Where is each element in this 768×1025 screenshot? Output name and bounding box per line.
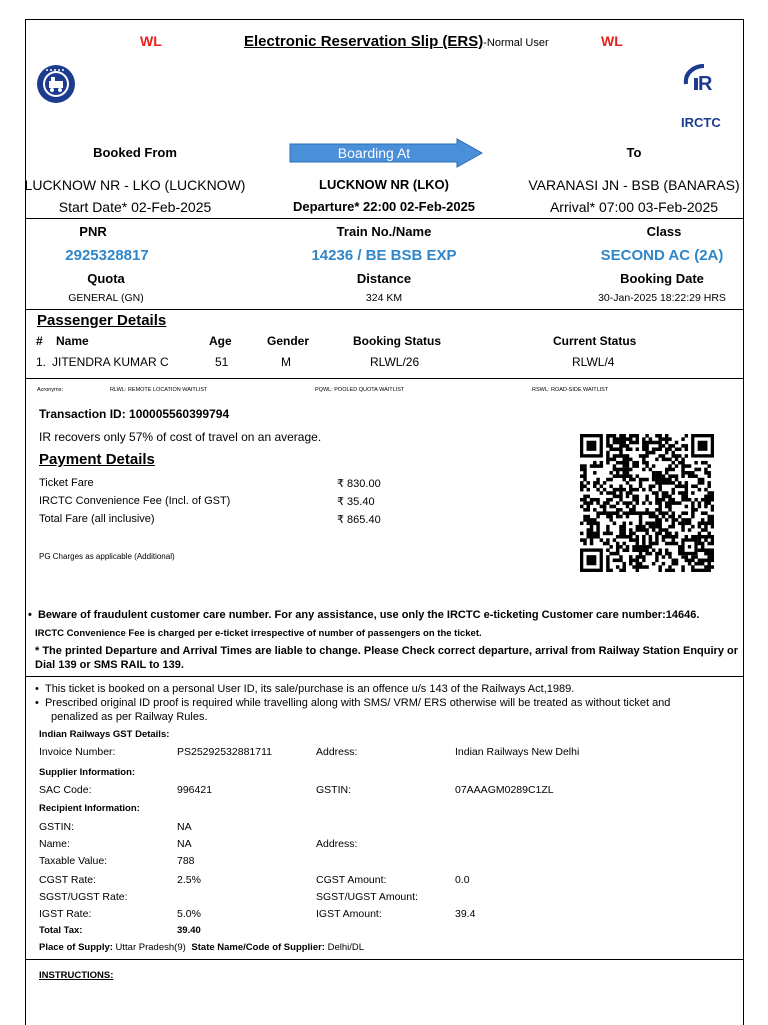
convenience-fee-notice: IRCTC Convenience Fee is charged per e-ticket irrespective of number of passengers on the ticket.	[35, 628, 482, 639]
cgst-rate-label: CGST Rate:	[39, 874, 96, 886]
cgst-amount-label: CGST Amount:	[316, 874, 387, 886]
class-value: SECOND AC (2A)	[600, 247, 724, 264]
train-label: Train No./Name	[336, 224, 432, 239]
gst-title: Indian Railways GST Details:	[39, 729, 170, 740]
fraud-warning-text: Beware of fraudulent customer care number. For any assistance, use only the IRCTC e-ticketing Customer care number:14646.	[37, 609, 700, 621]
passenger-col-age: Age	[209, 334, 232, 348]
igst-amount-value: 39.4	[455, 908, 476, 920]
arrival-time: Arrival* 07:00 03-Feb-2025	[549, 199, 719, 215]
booking-date-value: 30-Jan-2025 18:22:29 HRS	[598, 292, 726, 304]
total-fare-amount: ₹ 865.40	[337, 514, 381, 526]
divider	[25, 218, 743, 219]
recipient-name-value: NA	[177, 838, 192, 850]
cgst-rate-value: 2.5%	[177, 874, 201, 886]
pg-charges-note: PG Charges as applicable (Additional)	[39, 552, 175, 561]
divider	[25, 309, 743, 310]
rule-text: Prescribed original ID proof is required while travelling along with SMS/ VRM/ ERS otherwise will be treated as without ticket and	[44, 697, 671, 709]
divider	[25, 959, 743, 960]
address-label: Address:	[316, 746, 358, 758]
recipient-info-label: Recipient Information:	[39, 803, 140, 814]
place-of-supply-label: Place of Supply:	[39, 942, 113, 953]
convenience-fee-amount: ₹ 35.40	[337, 496, 375, 508]
from-station: LUCKNOW NR - LKO (LUCKNOW)	[24, 177, 246, 193]
address-value: Indian Railways New Delhi	[455, 746, 580, 758]
ticket-fare-amount: ₹ 830.00	[337, 478, 381, 490]
passenger-section-title: Passenger Details	[37, 312, 167, 329]
recipient-address-label: Address:	[316, 838, 358, 850]
time-change-notice-line2: Dial 139 or SMS RAIL to 139.	[35, 659, 184, 671]
passenger-gender: M	[281, 355, 291, 369]
passenger-col-booking-status: Booking Status	[353, 334, 442, 348]
svg-text:R: R	[698, 73, 713, 95]
pnr-label: PNR	[79, 224, 107, 239]
passenger-num: 1.	[36, 355, 47, 369]
booking-date-label: Booking Date	[620, 271, 704, 286]
distance-label: Distance	[356, 271, 412, 286]
pnr-value: 2925328817	[65, 247, 149, 264]
convenience-fee-label: IRCTC Convenience Fee (Incl. of GST)	[39, 495, 231, 507]
supplier-state-label: State Name/Code of Supplier:	[191, 942, 325, 953]
sac-label: SAC Code:	[39, 784, 92, 796]
class-label: Class	[646, 224, 682, 239]
irctc-logo-icon	[676, 62, 732, 100]
gstin-value: 07AAAGM0289C1ZL	[455, 784, 554, 796]
supplier-info-label: Supplier Information:	[39, 767, 136, 778]
taxable-value: 788	[177, 855, 195, 867]
total-tax-label: Total Tax:	[39, 925, 83, 936]
bullet-icon: •	[35, 697, 45, 709]
ticket-fare-label: Ticket Fare	[39, 477, 94, 489]
invoice-value: PS25292532881711	[177, 746, 272, 758]
recipient-name-label: Name:	[39, 838, 70, 850]
cgst-amount-value: 0.0	[455, 874, 470, 886]
recipient-gstin-label: GSTIN:	[39, 821, 75, 833]
start-date: Start Date* 02-Feb-2025	[58, 199, 212, 215]
waitlist-badge-left: WL	[140, 33, 162, 49]
fraud-warning	[28, 609, 699, 621]
igst-rate-value: 5.0%	[177, 908, 201, 920]
passenger-col-current-status: Current Status	[553, 334, 637, 348]
waitlist-badge-right: WL	[601, 33, 623, 49]
transaction-id: Transaction ID: 100005560399794	[39, 407, 230, 421]
qr-code-icon	[580, 434, 714, 572]
bullet-icon: •	[28, 609, 38, 621]
passenger-col-name: Name	[56, 334, 89, 348]
taxable-value-label: Taxable Value:	[39, 855, 108, 867]
indian-railways-logo-icon	[36, 64, 76, 104]
instructions-title: INSTRUCTIONS:	[39, 970, 114, 981]
passenger-current-status: RLWL/4	[572, 355, 615, 369]
place-of-supply-value: Uttar Pradesh(9)	[115, 942, 186, 953]
divider	[25, 378, 743, 379]
place-of-supply-row	[39, 942, 364, 953]
acronym-rswl: RSWL: ROAD-SIDE WAITLIST	[532, 387, 609, 393]
passenger-age: 51	[215, 355, 229, 369]
acronym-rlwl: RLWL: REMOTE LOCATION WAITLIST	[110, 387, 208, 393]
booked-from-label: Booked From	[93, 145, 177, 160]
passenger-col-num: #	[36, 334, 43, 348]
to-label: To	[626, 145, 642, 160]
recovery-note: IR recovers only 57% of cost of travel on an average.	[39, 430, 322, 444]
rule-item	[35, 683, 574, 695]
igst-rate-label: IGST Rate:	[39, 908, 92, 920]
recipient-gstin-value: NA	[177, 821, 192, 833]
payment-section-title: Payment Details	[39, 451, 155, 468]
distance-value: 324 KM	[365, 292, 403, 304]
sgst-rate-label: SGST/UGST Rate:	[39, 891, 128, 903]
to-station: VARANASI JN - BSB (BANARAS)	[528, 177, 740, 193]
quota-label: Quota	[87, 271, 125, 286]
sac-value: 996421	[177, 784, 213, 796]
total-fare-label: Total Fare (all inclusive)	[39, 513, 155, 525]
boarding-arrow	[289, 138, 485, 168]
ers-title-suffix: -Normal User	[483, 37, 549, 49]
irctc-logo-label: IRCTC	[681, 115, 721, 130]
passenger-booking-status: RLWL/26	[370, 355, 420, 369]
total-tax-value: 39.40	[177, 925, 201, 936]
supplier-state-value: Delhi/DL	[327, 942, 365, 953]
boarding-station: LUCKNOW NR (LKO)	[319, 177, 449, 192]
time-change-notice-line1: * The printed Departure and Arrival Times are liable to change. Please Check correct departure, arrival from Railway Station Enquiry or	[35, 645, 739, 657]
divider	[25, 676, 743, 677]
rule-text: This ticket is booked on a personal User ID, its sale/purchase is an offence u/s 143 of the Railways Act,1989.	[44, 683, 575, 695]
rule-text-continued: penalized as per Railway Rules.	[51, 711, 208, 723]
passenger-name: JITENDRA KUMAR C	[52, 355, 169, 369]
ers-title-text: Electronic Reservation Slip (ERS)	[244, 33, 484, 50]
acronym-pqwl: PQWL: POOLED QUOTA WAITLIST	[315, 387, 405, 393]
acronyms-label: Acronyms:	[37, 387, 63, 393]
boarding-label: Boarding At	[337, 145, 411, 161]
quota-value: GENERAL (GN)	[68, 292, 144, 304]
sgst-amount-label: SGST/UGST Amount:	[316, 891, 418, 903]
gstin-label: GSTIN:	[316, 784, 352, 796]
train-value: 14236 / BE BSB EXP	[311, 247, 457, 264]
rule-item	[35, 697, 670, 709]
passenger-col-gender: Gender	[267, 334, 310, 348]
ers-title	[244, 33, 549, 51]
departure-time: Departure* 22:00 02-Feb-2025	[292, 199, 476, 214]
invoice-label: Invoice Number:	[39, 746, 116, 758]
bullet-icon: •	[35, 683, 45, 695]
igst-amount-label: IGST Amount:	[316, 908, 382, 920]
